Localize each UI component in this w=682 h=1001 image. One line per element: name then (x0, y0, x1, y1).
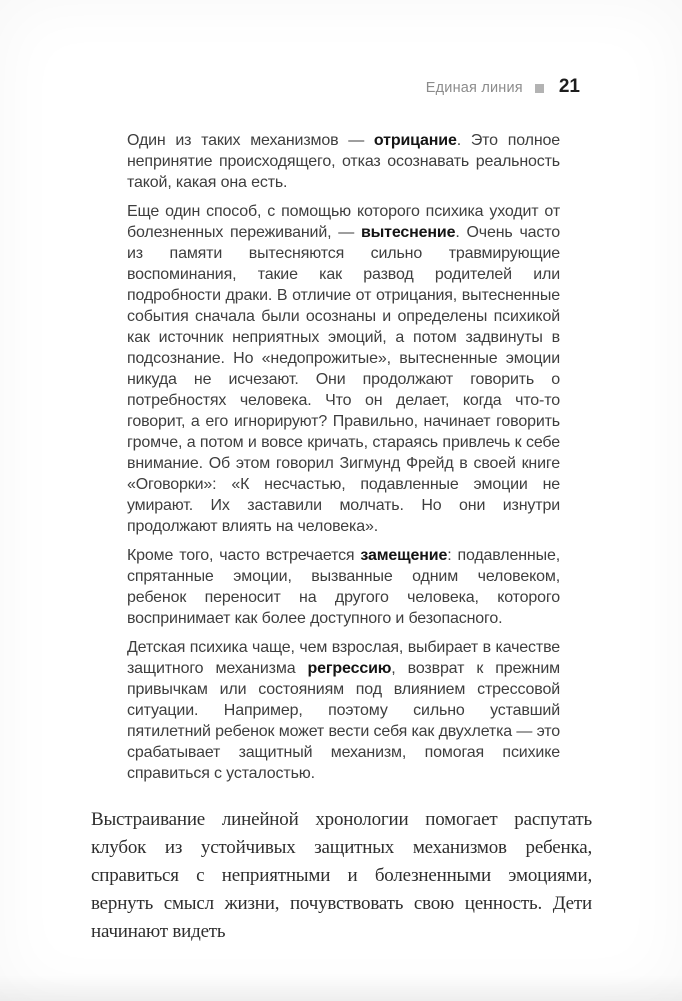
key-term: вытеснение (360, 224, 456, 241)
key-term: регрессию (307, 660, 392, 677)
page-number: 21 (558, 76, 580, 97)
paragraph: Кроме того, часто встречается замещение: подавленные, спрятанные эмоции, вызванные одним человеком, ребенок переносит на другого человека, которого воспринимает как более доступного и безопасного. (127, 547, 560, 627)
paragraph: Детская психика чаще, чем взрослая, выбирает в качестве защитного механизма регрессию, возврат к прежним привычкам или состояниям под влиянием стрессовой ситуации. Например, поэтому сильно уставший пятилетний ребенок может вести себя как двухлетка — это срабатывает защитный механизм, помогая психике справиться с усталостью. (127, 639, 560, 782)
running-head-chapter-title: Единая линия (425, 80, 523, 96)
paragraph: Еще один способ, с помощью которого психика уходит от болезненных переживаний, — вытеснение. Очень часто из памяти вытесняются сильно травмирующие воспоминания, такие как развод родителей или подробности драки. В отличие от отрицания, вытесненные события сначала были осознаны и определены психикой как источник неприятных эмоций, а потом задвинуты в подсознание. Но «недопрожитые», вытесненные эмоции никуда не исчезают. Они продолжают говорить о потребностях человека. Что он делает, когда что-то говорит, а его игнорируют? Правильно, начинает говорить громче, а потом и вовсе кричать, стараясь привлечь к себе внимание. Об этом говорил Зигмунд Фрейд в своей книге «Оговорки»: «К несчастью, подавленные эмоции не умирают. Их заставили молчать. Но они изнутри продолжают влиять на человека». (127, 203, 560, 535)
key-term: замещение (360, 547, 448, 564)
defense-mechanisms-text-block (127, 130, 560, 792)
key-term: отрицание (373, 132, 457, 149)
paragraph: Выстраивание линейной хронологии помогает распутать клубок из устойчивых защитных механизмов ребенка, справиться с неприятными и болезненными эмоциями, вернуть смысл жизни, почувствовать свою ценность. Дети начинают видеть (91, 809, 592, 942)
body-text-block (91, 806, 592, 946)
square-bullet-icon (535, 84, 544, 93)
running-head (0, 76, 580, 98)
paragraph: Один из таких механизмов — отрицание. Это полное непринятие происходящего, отказ осознавать реальность такой, какая она есть. (127, 132, 560, 191)
